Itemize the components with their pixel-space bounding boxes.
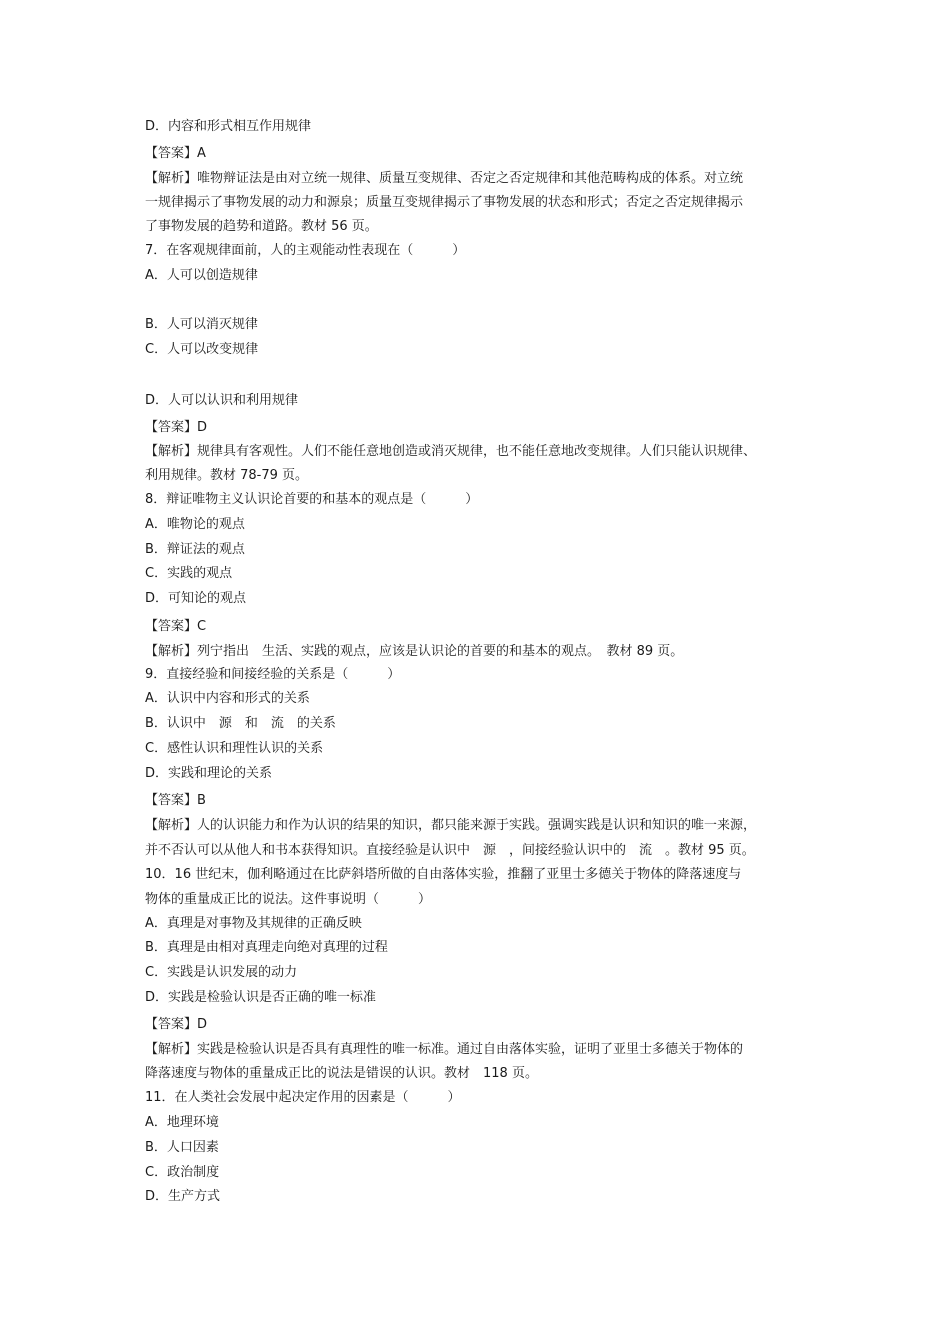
option-a-q9: A．认识中内容和形式的关系 <box>145 691 310 706</box>
analysis-q9-line2: 并不否认可以从他人和书本获得知识。直接经验是认识中 源 ，间接经验认识中的 流 。教材 95 页。 <box>145 843 755 858</box>
analysis-q6-line1: 【解析】唯物辩证法是由对立统一规律、质量互变规律、否定之否定规律和其他范畴构成的体系。对立统 <box>145 171 744 186</box>
analysis-q7-line1: 【解析】规律具有客观性。人们不能任意地创造或消灭规律，也不能任意地改变规律。人们只能认识规律、 <box>145 444 757 459</box>
option-d-q7: D．人可以认识和利用规律 <box>145 393 299 408</box>
option-d-q9: D．实践和理论的关系 <box>145 766 273 781</box>
analysis-q6-line3: 了事物发展的趋势和道路。教材 56 页。 <box>145 219 378 234</box>
analysis-q6-line2: 一规律揭示了事物发展的动力和源泉；质量互变规律揭示了事物发展的状态和形式；否定之否定规律揭示 <box>145 195 744 210</box>
option-d-q8: D．可知论的观点 <box>145 591 247 606</box>
option-b-q7: B．人可以消灭规律 <box>145 317 258 332</box>
question-8: 8．辩证唯物主义认识论首要的和基本的观点是（ ） <box>145 492 479 507</box>
question-7: 7．在客观规律面前，人的主观能动性表现在（ ） <box>145 243 466 258</box>
analysis-q10-line1: 【解析】实践是检验认识是否具有真理性的唯一标准。通过自由落体实验，证明了亚里士多德关于物体的 <box>145 1042 744 1057</box>
option-c-q7: C．人可以改变规律 <box>145 342 259 357</box>
option-b-q11: B．人口因素 <box>145 1140 219 1155</box>
option-a-q10: A．真理是对事物及其规律的正确反映 <box>145 916 362 931</box>
option-a-q11: A．地理环境 <box>145 1115 219 1130</box>
analysis-q9-line1: 【解析】人的认识能力和作为认识的结果的知识，都只能来源于实践。强调实践是认识和知识的唯一来源， <box>145 818 757 833</box>
option-a-q8: A．唯物论的观点 <box>145 517 245 532</box>
analysis-q8: 【解析】列宁指出 生活、实践的观点，应该是认识论的首要的和基本的观点。 教材 89 页。 <box>145 644 684 659</box>
option-b-q9: B．认识中 源 和 流 的关系 <box>145 716 336 731</box>
answer-q9: 【答案】B <box>145 793 206 808</box>
option-d-q10: D．实践是检验认识是否正确的唯一标准 <box>145 990 377 1005</box>
answer-q8: 【答案】C <box>145 619 207 634</box>
question-10-line2: 物体的重量成正比的说法。这件事说明（ ） <box>145 892 432 907</box>
question-10-line1: 10．16 世纪末，伽利略通过在比萨斜塔所做的自由落体实验，推翻了亚里士多德关于物体的降落速度与 <box>145 867 742 882</box>
question-11: 11．在人类社会发展中起决定作用的因素是（ ） <box>145 1090 461 1105</box>
option-c-q11: C．政治制度 <box>145 1165 220 1180</box>
option-b-q10: B．真理是由相对真理走向绝对真理的过程 <box>145 940 388 955</box>
option-b-q8: B．辩证法的观点 <box>145 542 245 557</box>
question-9: 9．直接经验和间接经验的关系是（ ） <box>145 667 401 682</box>
option-c-q8: C．实践的观点 <box>145 566 233 581</box>
option-a-q7: A．人可以创造规律 <box>145 268 258 283</box>
answer-q6: 【答案】A <box>145 146 206 161</box>
option-d-q11: D．生产方式 <box>145 1189 221 1204</box>
answer-q7: 【答案】D <box>145 420 208 435</box>
option-c-q10: C．实践是认识发展的动力 <box>145 965 298 980</box>
analysis-q10-line2: 降落速度与物体的重量成正比的说法是错误的认识。教材 118 页。 <box>145 1066 538 1081</box>
option-d-q6: D．内容和形式相互作用规律 <box>145 119 312 134</box>
analysis-q7-line2: 利用规律。教材 78-79 页。 <box>145 468 309 483</box>
answer-q10: 【答案】D <box>145 1017 208 1032</box>
option-c-q9: C．感性认识和理性认识的关系 <box>145 741 324 756</box>
